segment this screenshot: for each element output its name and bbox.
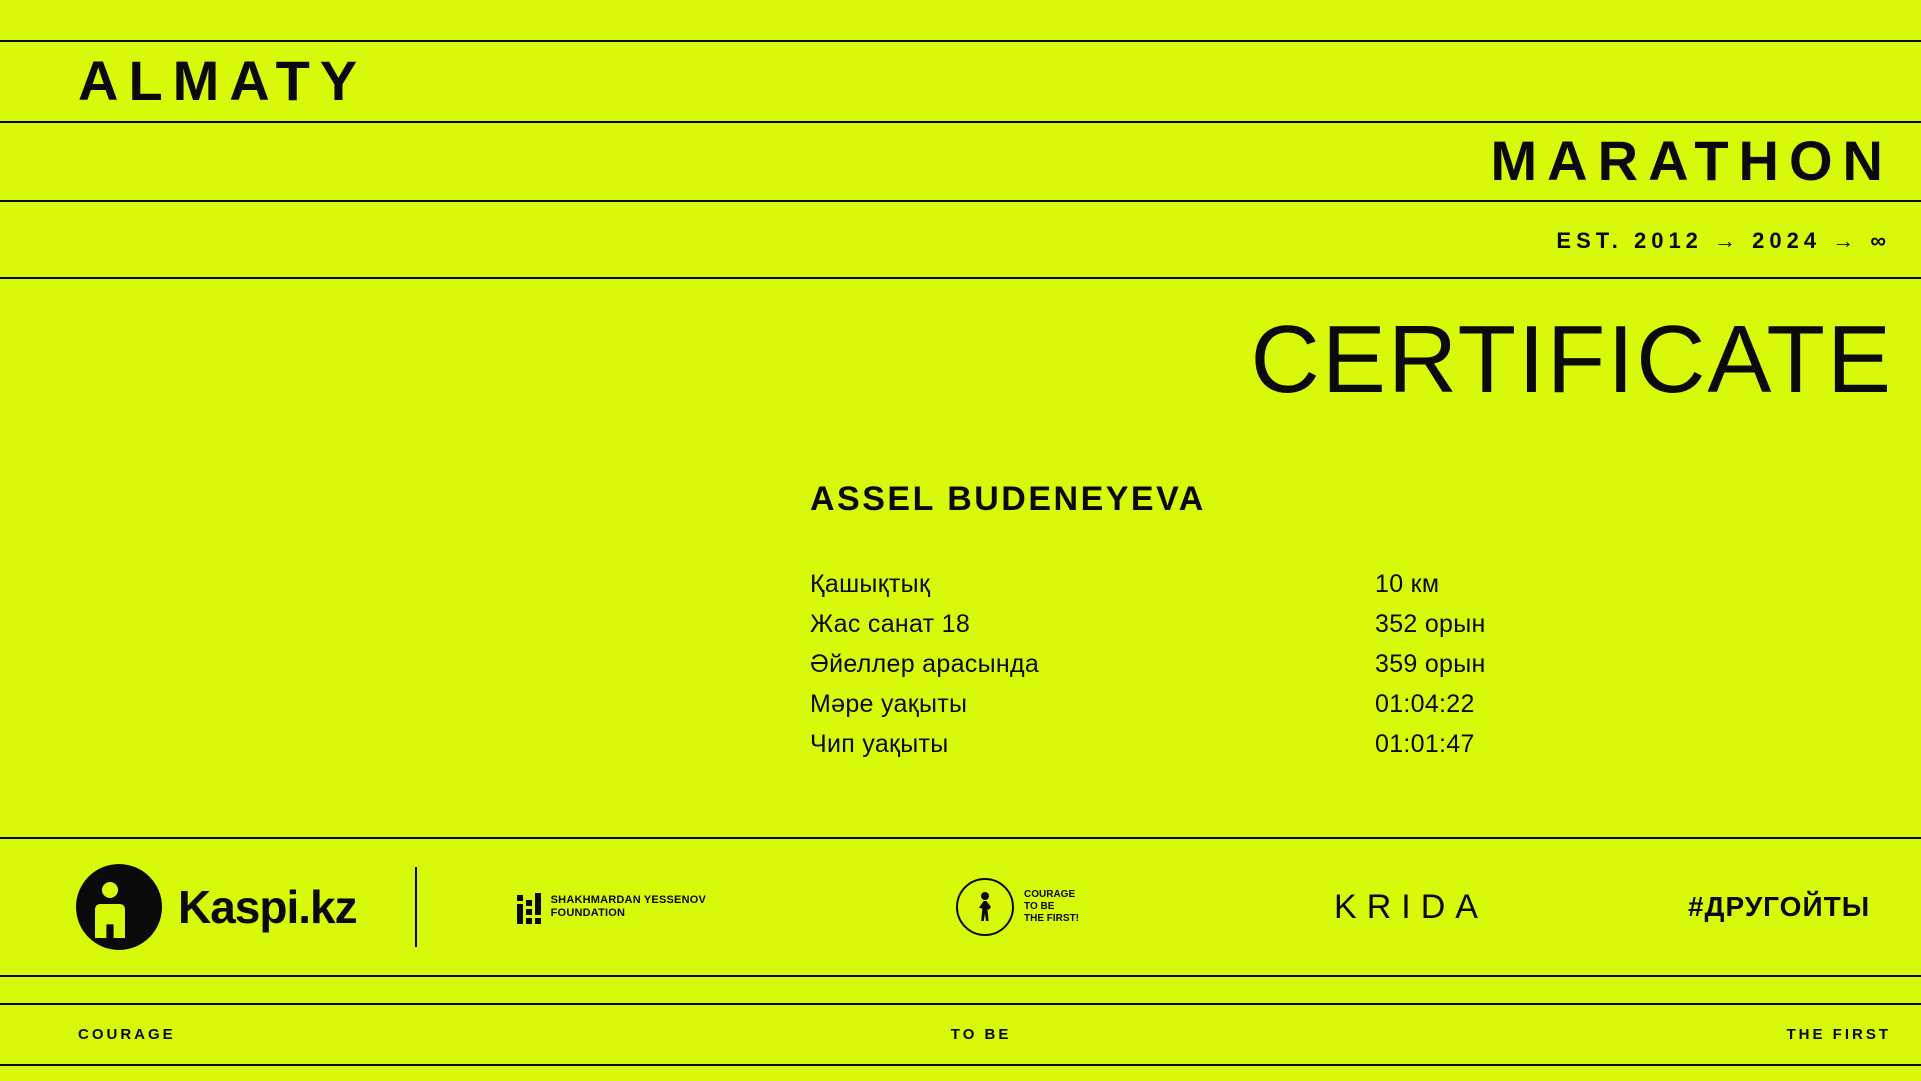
result-label: Жас санат 18	[810, 610, 971, 638]
table-row	[810, 650, 1570, 679]
footer-slogan-strip	[0, 1005, 1921, 1064]
kaspi-wordmark: Kaspi.kz	[178, 881, 357, 933]
corporate-fund-label	[1024, 889, 1079, 925]
divider-line	[0, 121, 1921, 123]
sponsor-bar	[0, 839, 1921, 975]
yessenov-logo-icon	[517, 890, 541, 924]
footer-courage: COURAGE	[78, 1026, 176, 1043]
page-title: CERTIFICATE	[1250, 306, 1893, 413]
result-value: 01:04:22	[1375, 690, 1475, 718]
results-table	[810, 570, 1570, 770]
yessenov-line-1: SHAKHMARDAN YESSENOV	[550, 894, 707, 906]
brand-almaty: ALMATY	[78, 49, 368, 112]
corporate-line-1: COURAGE	[1024, 889, 1076, 900]
sponsor-yessenov-foundation	[517, 890, 706, 924]
brand-marathon: MARATHON	[1490, 129, 1893, 192]
athlete-name: ASSEL BUDENEYEVA	[810, 480, 1206, 518]
result-label: Мәре уақыты	[810, 690, 968, 718]
divider-line	[0, 200, 1921, 202]
result-label: Қашықтық	[810, 570, 931, 598]
table-row	[810, 570, 1570, 599]
footer-the-first: THE FIRST	[1786, 1026, 1891, 1043]
result-value: 352 орын	[1375, 610, 1486, 638]
divider-line	[0, 975, 1921, 977]
divider-line	[0, 277, 1921, 279]
table-row	[810, 610, 1570, 639]
sponsor-corporate-fund	[956, 878, 1079, 936]
result-value: 359 орын	[1375, 650, 1486, 678]
divider-line	[0, 1064, 1921, 1066]
sponsor-kaspi	[76, 864, 357, 950]
footer-to-be: TO BE	[950, 1026, 1012, 1043]
yessenov-label	[551, 894, 706, 920]
result-label: Чип уақыты	[810, 730, 949, 758]
table-row	[810, 730, 1570, 759]
sponsor-drugoity-hashtag: #ДРУГОЙТЫ	[1687, 891, 1871, 922]
corporate-line-2: TO BE	[1024, 901, 1055, 912]
established-line: EST. 2012 → 2024 → ∞	[1556, 228, 1891, 253]
table-row	[810, 690, 1570, 719]
divider-line	[0, 40, 1921, 42]
yessenov-line-2: FOUNDATION	[550, 907, 626, 919]
kaspi-logo-icon	[76, 864, 162, 950]
corporate-line-3: THE FIRST!	[1024, 913, 1080, 924]
result-label: Әйеллер арасында	[810, 650, 1040, 678]
sponsor-divider	[415, 867, 417, 947]
result-value: 01:01:47	[1375, 730, 1475, 758]
sponsor-krida: KRIDA	[1334, 887, 1488, 926]
corporate-fund-icon	[956, 878, 1014, 936]
result-value: 10 км	[1375, 570, 1440, 598]
